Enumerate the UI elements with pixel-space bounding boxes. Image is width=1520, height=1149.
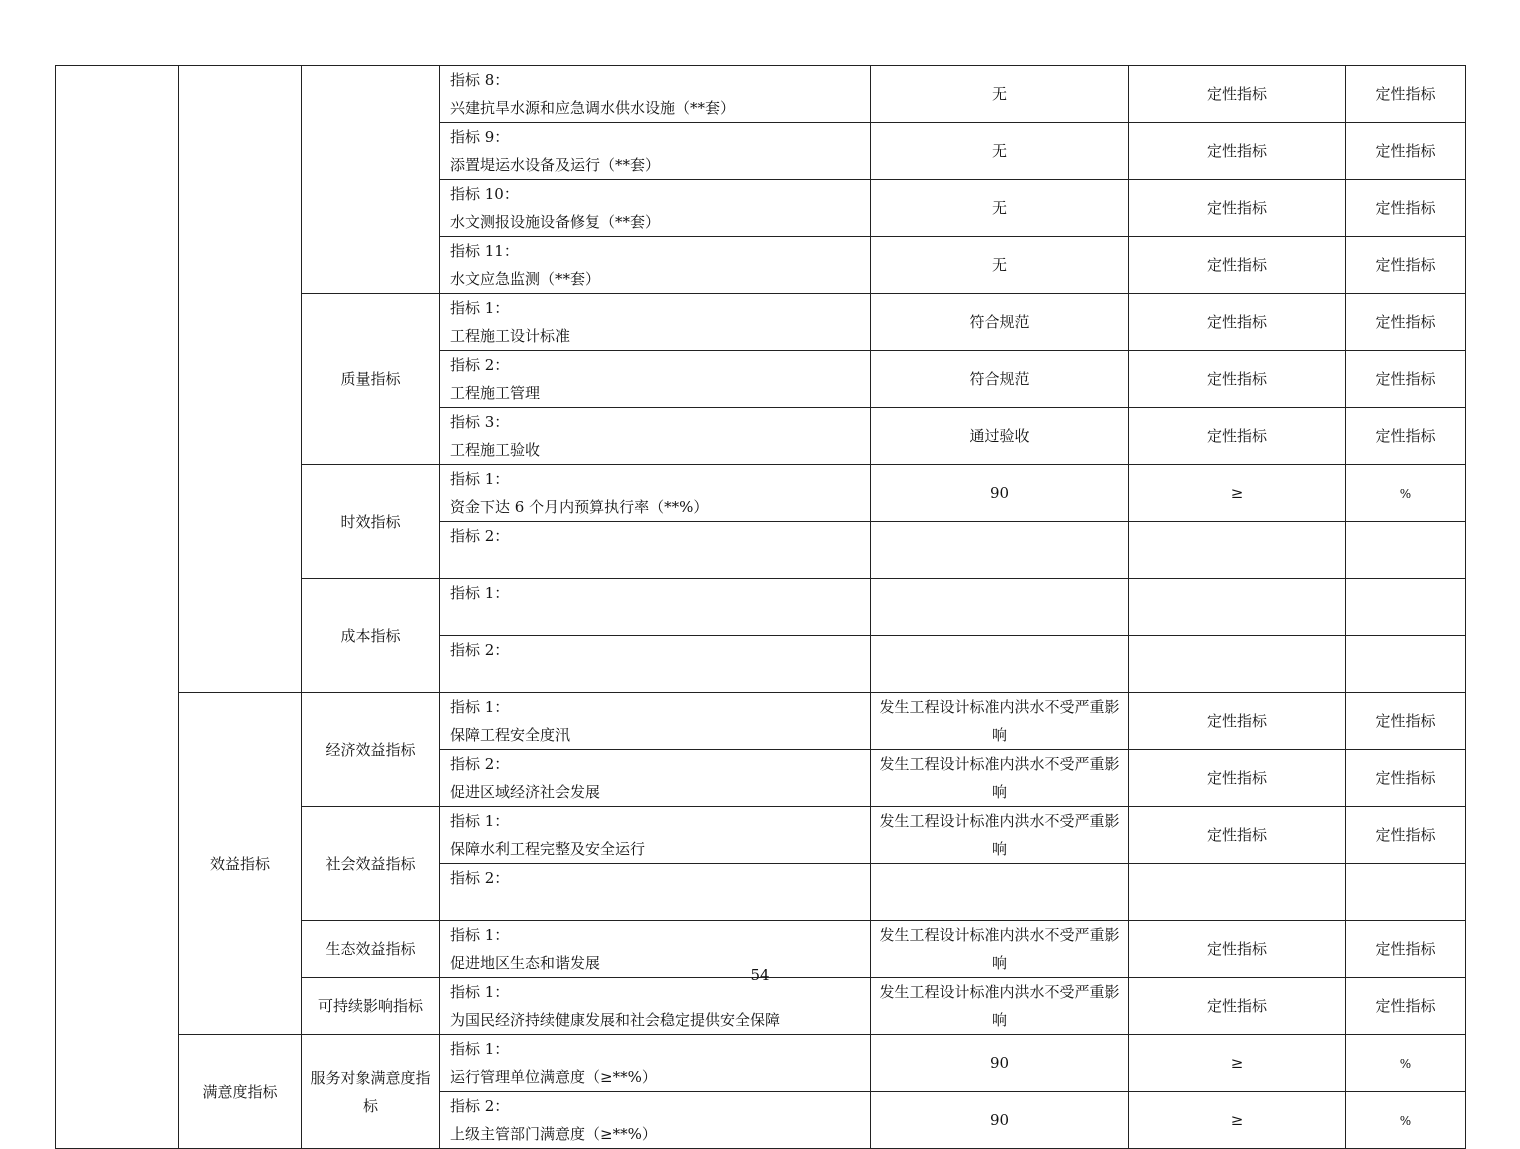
indicator-cell xyxy=(440,1092,871,1149)
indicator-cell xyxy=(440,180,871,237)
indicator-description: 添置堤运水设备及运行（**套） xyxy=(450,156,661,174)
indicator-index: 指标 9： xyxy=(450,128,510,146)
operator-cell: 定性指标 xyxy=(1129,807,1346,864)
target-value: 90 xyxy=(871,1092,1129,1149)
level1-blank-cell xyxy=(179,66,302,693)
indicator-description: 上级主管部门满意度（≥**%） xyxy=(450,1125,657,1143)
unit-cell: 定性指标 xyxy=(1346,294,1466,351)
target-value: 发生工程设计标准内洪水不受严重影响 xyxy=(871,750,1129,807)
indicator-description: 工程施工设计标准 xyxy=(450,327,571,345)
unit-cell: 定性指标 xyxy=(1346,351,1466,408)
indicator-cell xyxy=(440,864,871,921)
indicator-description: 工程施工验收 xyxy=(450,441,541,459)
target-value: 发生工程设计标准内洪水不受严重影响 xyxy=(871,978,1129,1035)
table-row xyxy=(56,693,1466,750)
indicator-cell xyxy=(440,750,871,807)
indicator-index: 指标 1： xyxy=(450,926,510,944)
target-value xyxy=(871,864,1129,921)
unit-cell: 定性指标 xyxy=(1346,693,1466,750)
indicator-cell xyxy=(440,693,871,750)
indicator-description: 保障工程安全度汛 xyxy=(450,726,571,744)
indicator-index: 指标 2： xyxy=(450,1097,510,1115)
operator-cell: 定性指标 xyxy=(1129,180,1346,237)
unit-cell: 定性指标 xyxy=(1346,123,1466,180)
unit-cell: 定性指标 xyxy=(1346,807,1466,864)
operator-cell: 定性指标 xyxy=(1129,978,1346,1035)
indicator-cell xyxy=(440,237,871,294)
operator-cell xyxy=(1129,864,1346,921)
unit-cell: 定性指标 xyxy=(1346,408,1466,465)
operator-cell: 定性指标 xyxy=(1129,351,1346,408)
indicator-index: 指标 1： xyxy=(450,1040,510,1058)
indicator-description: 运行管理单位满意度（≥**%） xyxy=(450,1068,657,1086)
level2-blank-cell xyxy=(302,66,440,294)
target-value: 无 xyxy=(871,180,1129,237)
table-row xyxy=(56,1035,1466,1092)
indicator-index: 指标 3： xyxy=(450,413,510,431)
indicator-index: 指标 1： xyxy=(450,698,510,716)
indicator-cell xyxy=(440,123,871,180)
indicator-index: 指标 8： xyxy=(450,71,510,89)
sustainable-impact-label: 可持续影响指标 xyxy=(302,978,440,1035)
unit-cell xyxy=(1346,636,1466,693)
target-value: 发生工程设计标准内洪水不受严重影响 xyxy=(871,921,1129,978)
quality-indicator-label: 质量指标 xyxy=(302,294,440,465)
ecological-benefit-label: 生态效益指标 xyxy=(302,921,440,978)
performance-indicator-table xyxy=(55,65,1466,1149)
benefit-indicator-label: 效益指标 xyxy=(179,693,302,1035)
unit-cell: 定性指标 xyxy=(1346,750,1466,807)
indicator-index: 指标 2： xyxy=(450,356,510,374)
operator-cell: 定性指标 xyxy=(1129,237,1346,294)
indicator-description: 为国民经济持续健康发展和社会稳定提供安全保障 xyxy=(450,1011,781,1029)
satisfaction-indicator-label: 满意度指标 xyxy=(179,1035,302,1149)
indicator-cell xyxy=(440,579,871,636)
indicator-description: 工程施工管理 xyxy=(450,384,541,402)
unit-cell xyxy=(1346,864,1466,921)
target-value: 无 xyxy=(871,237,1129,294)
indicator-cell xyxy=(440,636,871,693)
indicator-description: 兴建抗旱水源和应急调水供水设施（**套） xyxy=(450,99,736,117)
indicator-index: 指标 2： xyxy=(450,641,510,659)
operator-cell xyxy=(1129,636,1346,693)
indicator-description: 促进地区生态和谐发展 xyxy=(450,954,601,972)
operator-cell xyxy=(1129,579,1346,636)
unit-cell: 定性指标 xyxy=(1346,978,1466,1035)
indicator-cell xyxy=(440,807,871,864)
target-value: 无 xyxy=(871,123,1129,180)
target-value xyxy=(871,579,1129,636)
target-value: 发生工程设计标准内洪水不受严重影响 xyxy=(871,807,1129,864)
operator-cell xyxy=(1129,522,1346,579)
target-value xyxy=(871,636,1129,693)
indicator-cell xyxy=(440,66,871,123)
indicator-description: 水文应急监测（**套） xyxy=(450,270,601,288)
indicator-index: 指标 10： xyxy=(450,185,519,203)
target-value: 无 xyxy=(871,66,1129,123)
unit-cell: 定性指标 xyxy=(1346,237,1466,294)
unit-cell xyxy=(1346,522,1466,579)
unit-text: % xyxy=(1399,1113,1412,1128)
cost-indicator-label: 成本指标 xyxy=(302,579,440,693)
indicator-cell xyxy=(440,408,871,465)
target-value: 符合规范 xyxy=(871,294,1129,351)
table-row xyxy=(56,66,1466,123)
operator-cell: ≥ xyxy=(1129,1092,1346,1149)
page-number: 54 xyxy=(750,966,770,984)
timeliness-indicator-label: 时效指标 xyxy=(302,465,440,579)
target-value: 发生工程设计标准内洪水不受严重影响 xyxy=(871,693,1129,750)
indicator-description: 保障水利工程完整及安全运行 xyxy=(450,840,646,858)
target-value: 90 xyxy=(871,1035,1129,1092)
target-value xyxy=(871,522,1129,579)
social-benefit-label: 社会效益指标 xyxy=(302,807,440,921)
indicator-index: 指标 1： xyxy=(450,470,510,488)
indicator-index: 指标 11： xyxy=(450,242,519,260)
indicator-description: 促进区域经济社会发展 xyxy=(450,783,601,801)
unit-cell: 定性指标 xyxy=(1346,921,1466,978)
indicator-index: 指标 2： xyxy=(450,869,510,887)
indicator-index: 指标 1： xyxy=(450,812,510,830)
indicator-index: 指标 1： xyxy=(450,584,510,602)
target-value: 90 xyxy=(871,465,1129,522)
unit-cell: 定性指标 xyxy=(1346,66,1466,123)
operator-cell: 定性指标 xyxy=(1129,921,1346,978)
unit-text: % xyxy=(1399,1056,1412,1071)
operator-cell: 定性指标 xyxy=(1129,66,1346,123)
unit-cell: 定性指标 xyxy=(1346,180,1466,237)
operator-cell: 定性指标 xyxy=(1129,408,1346,465)
unit-text: % xyxy=(1399,486,1412,501)
indicator-cell xyxy=(440,351,871,408)
operator-cell: 定性指标 xyxy=(1129,294,1346,351)
indicator-cell xyxy=(440,1035,871,1092)
indicator-index: 指标 1： xyxy=(450,299,510,317)
indicator-index: 指标 2： xyxy=(450,755,510,773)
indicator-cell xyxy=(440,294,871,351)
unit-cell xyxy=(1346,1092,1466,1149)
indicator-cell xyxy=(440,465,871,522)
unit-cell xyxy=(1346,579,1466,636)
target-value: 通过验收 xyxy=(871,408,1129,465)
operator-cell: 定性指标 xyxy=(1129,123,1346,180)
unit-cell xyxy=(1346,465,1466,522)
unit-cell xyxy=(1346,1035,1466,1092)
indicator-index: 指标 1： xyxy=(450,983,510,1001)
operator-cell: ≥ xyxy=(1129,465,1346,522)
indicator-description: 资金下达 6 个月内预算执行率（**%） xyxy=(450,498,709,516)
indicator-cell xyxy=(440,978,871,1035)
economic-benefit-label: 经济效益指标 xyxy=(302,693,440,807)
service-satisfaction-label: 服务对象满意度指标 xyxy=(302,1035,440,1149)
operator-cell: 定性指标 xyxy=(1129,693,1346,750)
indicator-cell xyxy=(440,522,871,579)
operator-cell: 定性指标 xyxy=(1129,750,1346,807)
operator-cell: ≥ xyxy=(1129,1035,1346,1092)
indicator-index: 指标 2： xyxy=(450,527,510,545)
level1-blank-cell xyxy=(56,66,179,1149)
target-value: 符合规范 xyxy=(871,351,1129,408)
indicator-description: 水文测报设施设备修复（**套） xyxy=(450,213,661,231)
